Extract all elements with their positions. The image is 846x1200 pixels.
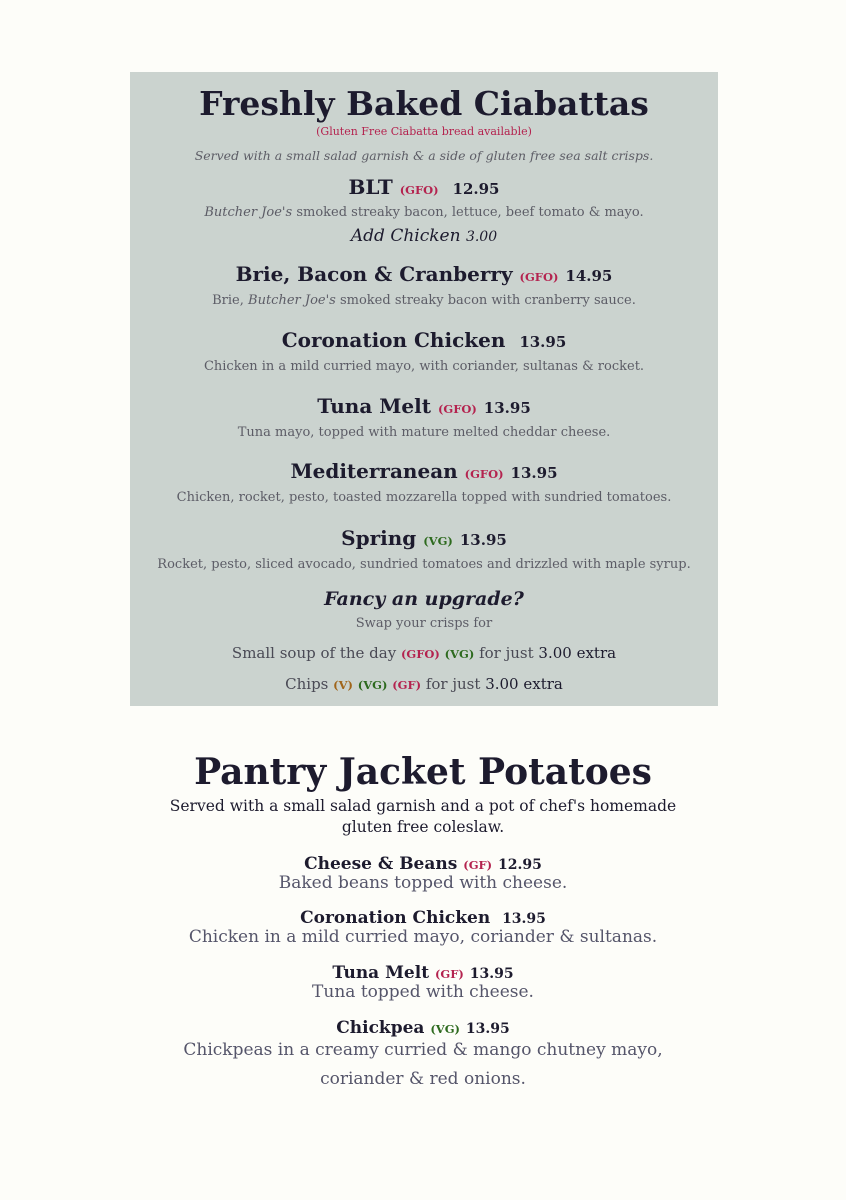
menu-item-blt — [130, 177, 718, 197]
upgrade-swap-note: Swap your crisps for — [355, 616, 493, 631]
tag-gf: (GF) — [434, 967, 464, 981]
ciabatta-title: Freshly Baked Ciabattas — [199, 84, 649, 123]
tag-gfo: (GFO) — [437, 402, 477, 416]
item-name: Spring — [341, 526, 417, 550]
menu-item-tuna-melt — [130, 396, 718, 416]
tag-vg: (VG) — [444, 647, 475, 661]
brand-name: Butcher Joe's — [204, 205, 293, 220]
jacket-potatoes-title: Pantry Jacket Potatoes — [194, 751, 652, 793]
item-description: Rocket, pesto, sliced avocado, sundried tomatoes and drizzled with maple syrup. — [157, 557, 691, 572]
served-with-note: Served with a small salad garnish & a side of gluten free sea salt crisps. — [194, 148, 654, 163]
tag-gf: (GF) — [463, 858, 493, 872]
item-description: Baked beans topped with cheese. — [278, 873, 568, 893]
item-price: 13.95 — [465, 1021, 510, 1037]
tag-gfo: (GFO) — [400, 647, 440, 661]
gluten-free-note: (Gluten Free Ciabatta bread available) — [316, 125, 532, 138]
item-name: Tuna Melt — [317, 394, 431, 418]
item-price: 13.95 — [510, 464, 558, 482]
item-price: 13.95 — [519, 333, 567, 351]
menu-item-mediterranean — [130, 461, 718, 481]
upgrade-heading: Fancy an upgrade? — [324, 588, 524, 610]
item-name: Mediterranean — [290, 459, 458, 483]
item-name: Brie, Bacon & Cranberry — [235, 262, 513, 286]
item-price: 12.95 — [498, 857, 542, 873]
tag-gfo: (GFO) — [464, 467, 504, 481]
menu-item-brie-bacon-cranberry — [130, 264, 718, 284]
jacket-served-line-1: Served with a small salad garnish and a pot of chef's homemade — [169, 797, 677, 815]
tag-vg: (VG) — [357, 678, 388, 692]
item-description: Tuna mayo, topped with mature melted cheddar cheese. — [237, 425, 611, 440]
jacket-item-tuna-melt — [0, 963, 846, 983]
jacket-item-chickpea — [0, 1018, 846, 1038]
item-description: Chicken in a mild curried mayo, with coriander, sultanas & rocket. — [203, 359, 645, 374]
item-price: 12.95 — [452, 180, 500, 198]
brand-name: Butcher Joe's — [248, 293, 336, 308]
item-description: Tuna topped with cheese. — [312, 982, 534, 1002]
upgrade-soup: Small soup of the day (GFO) (VG) for just 3.00 extra — [231, 644, 617, 662]
item-description-line-1: Chickpeas in a creamy curried & mango chutney mayo, — [183, 1040, 663, 1060]
tag-gf: (GF) — [392, 678, 422, 692]
jacket-item-coronation-chicken — [0, 908, 846, 928]
tag-vg: (VG) — [430, 1022, 460, 1036]
item-price: 13.95 — [469, 966, 514, 982]
item-name: BLT — [348, 175, 393, 199]
tag-vg: (VG) — [423, 534, 453, 548]
jacket-item-cheese-beans — [0, 854, 846, 874]
item-price: 13.95 — [502, 911, 546, 927]
upgrade-price: 3.00 extra — [485, 675, 563, 693]
menu-item-coronation-chicken — [130, 330, 718, 350]
tag-v: (V) — [333, 678, 353, 692]
item-price: 13.95 — [483, 399, 531, 417]
item-description: Chicken in a mild curried mayo, coriander & sultanas. — [188, 927, 658, 947]
item-description: Chicken, rocket, pesto, toasted mozzarella topped with sundried tomatoes. — [176, 490, 672, 505]
item-name: Coronation Chicken — [281, 328, 506, 352]
item-name: Cheese & Beans — [304, 854, 458, 874]
add-chicken-option: Add Chicken 3.00 — [350, 226, 498, 246]
item-description-line-2: coriander & red onions. — [320, 1069, 526, 1089]
tag-gfo: (GFO) — [519, 270, 559, 284]
menu-item-spring — [130, 528, 718, 548]
item-description: Butcher Joe's smoked streaky bacon, lettuce, beef tomato & mayo. — [204, 205, 644, 220]
item-name: Coronation Chicken — [300, 908, 491, 928]
add-chicken-price: 3.00 — [465, 229, 498, 245]
item-price: 13.95 — [459, 531, 507, 549]
upgrade-price: 3.00 extra — [538, 644, 617, 662]
ciabatta-panel — [130, 72, 718, 706]
jacket-served-line-2: gluten free coleslaw. — [341, 818, 505, 836]
item-name: Chickpea — [336, 1018, 425, 1038]
tag-gfo: (GFO) — [399, 183, 439, 197]
item-name: Tuna Melt — [332, 963, 430, 983]
upgrade-chips: Chips (V) (VG) (GF) for just 3.00 extra — [285, 675, 563, 693]
item-description: Brie, Butcher Joe's smoked streaky bacon with cranberry sauce. — [212, 293, 636, 308]
item-price: 14.95 — [565, 267, 613, 285]
